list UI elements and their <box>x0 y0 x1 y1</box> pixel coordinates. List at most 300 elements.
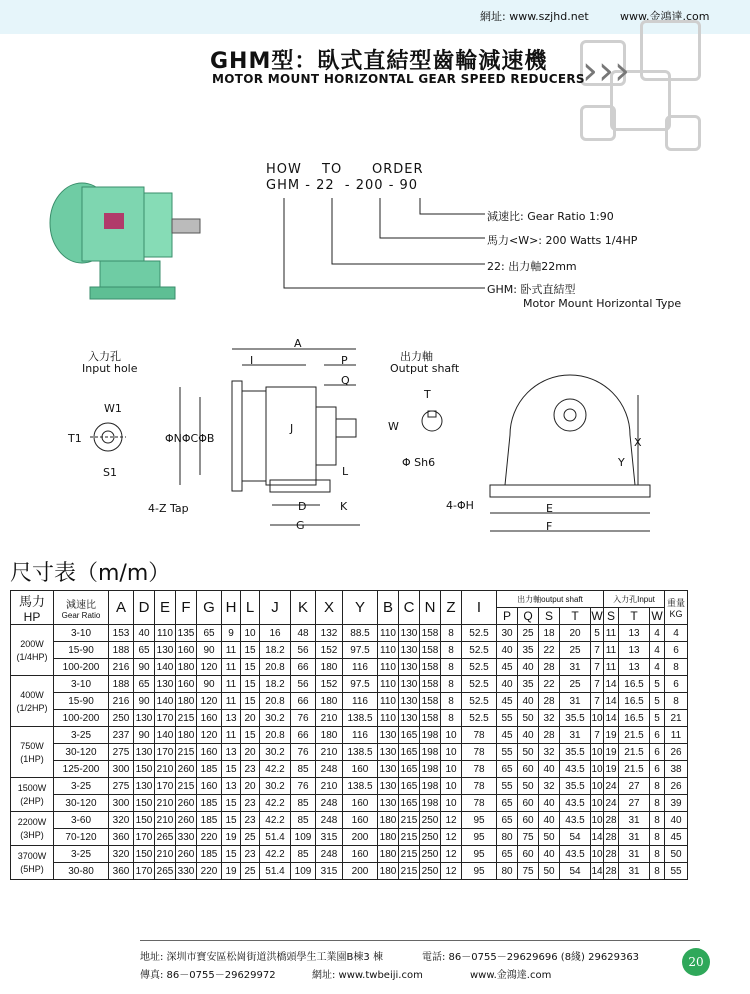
value-cell: 170 <box>155 710 176 727</box>
value-cell: 180 <box>378 863 399 880</box>
value-cell: 22 <box>539 642 560 659</box>
ratio-cell: 70-120 <box>54 829 109 846</box>
value-cell: 165 <box>399 744 420 761</box>
value-cell: 188 <box>109 642 134 659</box>
value-cell: 40 <box>134 625 155 642</box>
value-cell: 13 <box>222 778 241 795</box>
value-cell: 28 <box>604 829 619 846</box>
value-cell: 165 <box>399 727 420 744</box>
value-cell: 15 <box>241 727 260 744</box>
value-cell: 60 <box>518 812 539 829</box>
value-cell: 12 <box>441 829 462 846</box>
value-cell: 16.5 <box>619 676 650 693</box>
value-cell: 31 <box>619 846 650 863</box>
value-cell: 55 <box>497 710 518 727</box>
value-cell: 25 <box>518 625 539 642</box>
value-cell: 109 <box>291 829 316 846</box>
value-cell: 140 <box>155 727 176 744</box>
value-cell: 237 <box>109 727 134 744</box>
value-cell: 19 <box>604 727 619 744</box>
value-cell: 180 <box>378 846 399 863</box>
value-cell: 4 <box>665 625 688 642</box>
value-cell: 6 <box>665 676 688 693</box>
value-cell: 16.5 <box>619 693 650 710</box>
value-cell: 30.2 <box>260 778 291 795</box>
value-cell: 65 <box>497 795 518 812</box>
value-cell: 32 <box>539 744 560 761</box>
value-cell: 85 <box>291 812 316 829</box>
value-cell: 10 <box>441 795 462 812</box>
value-cell: 152 <box>316 676 343 693</box>
value-cell: 180 <box>378 812 399 829</box>
value-cell: 18 <box>539 625 560 642</box>
value-cell: 116 <box>343 727 378 744</box>
value-cell: 21.5 <box>619 744 650 761</box>
value-cell: 260 <box>176 795 197 812</box>
value-cell: 85 <box>291 761 316 778</box>
value-cell: 8 <box>650 812 665 829</box>
hp-cell: 400W (1/2HP) <box>11 676 54 727</box>
value-cell: 45 <box>665 829 688 846</box>
value-cell: 130 <box>399 710 420 727</box>
value-cell: 130 <box>378 778 399 795</box>
value-cell: 13 <box>619 642 650 659</box>
value-cell: 90 <box>197 676 222 693</box>
value-cell: 250 <box>420 863 441 880</box>
value-cell: 40 <box>518 693 539 710</box>
value-cell: 138.5 <box>343 710 378 727</box>
value-cell: 95 <box>462 846 497 863</box>
value-cell: 65 <box>497 846 518 863</box>
hp-cell: 750W (1HP) <box>11 727 54 778</box>
value-cell: 32 <box>539 710 560 727</box>
page-title: GHM型：臥式直結型齒輪減速機 <box>210 49 548 74</box>
label-s1: S1 <box>103 466 117 479</box>
value-cell: 5 <box>591 625 604 642</box>
value-cell: 65 <box>134 676 155 693</box>
value-cell: 330 <box>176 863 197 880</box>
value-cell: 26 <box>665 778 688 795</box>
value-cell: 97.5 <box>343 642 378 659</box>
value-cell: 8 <box>441 659 462 676</box>
value-cell: 158 <box>420 710 441 727</box>
value-cell: 11 <box>222 659 241 676</box>
value-cell: 185 <box>197 846 222 863</box>
value-cell: 7 <box>591 676 604 693</box>
value-cell: 51.4 <box>260 863 291 880</box>
value-cell: 165 <box>399 761 420 778</box>
value-cell: 10 <box>441 744 462 761</box>
value-cell: 360 <box>109 829 134 846</box>
value-cell: 11 <box>665 727 688 744</box>
value-cell: 153 <box>109 625 134 642</box>
value-cell: 320 <box>109 812 134 829</box>
value-cell: 42.2 <box>260 812 291 829</box>
value-cell: 42.2 <box>260 795 291 812</box>
table-row <box>11 744 688 761</box>
value-cell: 11 <box>222 642 241 659</box>
value-cell: 5 <box>650 693 665 710</box>
value-cell: 250 <box>109 710 134 727</box>
value-cell: 210 <box>155 846 176 863</box>
header-weight: 重量 KG <box>665 591 688 625</box>
deco-square <box>665 115 701 151</box>
value-cell: 130 <box>399 642 420 659</box>
value-cell: 130 <box>399 659 420 676</box>
input-hole-cn: 入力孔 <box>88 350 121 363</box>
label-k: K <box>340 500 348 513</box>
value-cell: 109 <box>291 863 316 880</box>
value-cell: 130 <box>399 693 420 710</box>
value-cell: 35.5 <box>560 744 591 761</box>
table-row <box>11 761 688 778</box>
page-subtitle: MOTOR MOUNT HORIZONTAL GEAR SPEED REDUCERS <box>212 72 585 86</box>
header-sub: S <box>539 608 560 625</box>
value-cell: 14 <box>604 676 619 693</box>
value-cell: 16 <box>260 625 291 642</box>
deco-square <box>580 105 616 141</box>
value-cell: 65 <box>497 761 518 778</box>
table-row <box>11 659 688 676</box>
value-cell: 30 <box>497 625 518 642</box>
value-cell: 158 <box>420 659 441 676</box>
value-cell: 215 <box>399 863 420 880</box>
value-cell: 75 <box>518 829 539 846</box>
value-cell: 180 <box>316 727 343 744</box>
value-cell: 140 <box>155 693 176 710</box>
value-cell: 52.5 <box>462 676 497 693</box>
value-cell: 10 <box>591 795 604 812</box>
table-title: 尺寸表（m/m） <box>10 561 171 586</box>
label-t: T <box>424 388 431 401</box>
website-2[interactable]: www.金鴻達.com <box>620 10 710 23</box>
value-cell: 8 <box>650 778 665 795</box>
value-cell: 8 <box>441 625 462 642</box>
value-cell: 15 <box>222 761 241 778</box>
value-cell: 43.5 <box>560 846 591 863</box>
table-row <box>11 829 688 846</box>
value-cell: 7 <box>591 642 604 659</box>
table-row <box>11 642 688 659</box>
value-cell: 78 <box>462 744 497 761</box>
header-col: X <box>316 591 343 625</box>
value-cell: 66 <box>291 659 316 676</box>
footer-web1[interactable]: 網址: www.twbeiji.com <box>312 970 423 981</box>
label-x: X <box>634 436 642 449</box>
value-cell: 60 <box>518 795 539 812</box>
header-sub: W <box>591 609 603 623</box>
header-col: J <box>260 591 291 625</box>
value-cell: 165 <box>399 778 420 795</box>
value-cell: 110 <box>378 676 399 693</box>
value-cell: 130 <box>155 676 176 693</box>
value-cell: 76 <box>291 710 316 727</box>
value-cell: 130 <box>134 778 155 795</box>
value-cell: 60 <box>518 761 539 778</box>
value-cell: 54 <box>560 863 591 880</box>
value-cell: 210 <box>155 795 176 812</box>
value-cell: 28 <box>604 846 619 863</box>
value-cell: 215 <box>399 812 420 829</box>
value-cell: 130 <box>399 625 420 642</box>
value-cell: 265 <box>155 863 176 880</box>
value-cell: 40 <box>497 676 518 693</box>
value-cell: 140 <box>155 659 176 676</box>
value-cell: 160 <box>343 761 378 778</box>
value-cell: 78 <box>462 795 497 812</box>
header-sub: S <box>604 608 619 625</box>
value-cell: 55 <box>497 778 518 795</box>
value-cell: 56 <box>291 676 316 693</box>
value-cell: 56 <box>291 642 316 659</box>
value-cell: 6 <box>650 727 665 744</box>
ratio-cell: 3-25 <box>54 846 109 863</box>
value-cell: 180 <box>378 829 399 846</box>
header-hp: 馬力 HP <box>11 591 54 625</box>
value-cell: 40 <box>539 812 560 829</box>
value-cell: 40 <box>518 727 539 744</box>
top-bar <box>0 0 750 34</box>
value-cell: 13 <box>619 659 650 676</box>
value-cell: 95 <box>462 829 497 846</box>
value-cell: 210 <box>316 778 343 795</box>
value-cell: 50 <box>539 863 560 880</box>
value-cell: 11 <box>604 642 619 659</box>
value-cell: 13 <box>222 710 241 727</box>
value-cell: 12 <box>441 812 462 829</box>
value-cell: 150 <box>134 795 155 812</box>
value-cell: 4 <box>650 659 665 676</box>
label-d: D <box>298 500 307 513</box>
header-col: K <box>291 591 316 625</box>
value-cell: 38 <box>665 761 688 778</box>
value-cell: 50 <box>518 744 539 761</box>
value-cell: 130 <box>134 744 155 761</box>
value-cell: 250 <box>420 846 441 863</box>
value-cell: 10 <box>441 727 462 744</box>
value-cell: 360 <box>109 863 134 880</box>
value-cell: 15 <box>222 812 241 829</box>
header-col: I <box>462 591 497 625</box>
table-row <box>11 795 688 812</box>
ratio-cell: 100-200 <box>54 710 109 727</box>
value-cell: 23 <box>241 846 260 863</box>
value-cell: 215 <box>399 846 420 863</box>
value-cell: 160 <box>343 846 378 863</box>
header-col: D <box>134 591 155 625</box>
value-cell: 150 <box>134 812 155 829</box>
value-cell: 160 <box>176 676 197 693</box>
value-cell: 97.5 <box>343 676 378 693</box>
value-cell: 8 <box>441 710 462 727</box>
value-cell: 15 <box>241 642 260 659</box>
value-cell: 27 <box>619 795 650 812</box>
value-cell: 48 <box>291 625 316 642</box>
value-cell: 20.8 <box>260 727 291 744</box>
order-lines <box>270 196 490 296</box>
value-cell: 20.8 <box>260 659 291 676</box>
value-cell: 210 <box>155 812 176 829</box>
value-cell: 110 <box>155 625 176 642</box>
value-cell: 248 <box>316 795 343 812</box>
header-col: B <box>378 591 399 625</box>
value-cell: 10 <box>241 625 260 642</box>
value-cell: 200 <box>343 829 378 846</box>
value-cell: 130 <box>378 744 399 761</box>
header-col: C <box>399 591 420 625</box>
value-cell: 8 <box>650 846 665 863</box>
value-cell: 180 <box>176 693 197 710</box>
value-cell: 116 <box>343 693 378 710</box>
value-cell: 10 <box>591 744 604 761</box>
value-cell: 39 <box>665 795 688 812</box>
value-cell: 40 <box>539 761 560 778</box>
value-cell: 170 <box>155 778 176 795</box>
value-cell: 40 <box>497 642 518 659</box>
value-cell: 16.5 <box>619 710 650 727</box>
value-cell: 14 <box>604 710 619 727</box>
value-cell: 19 <box>604 744 619 761</box>
value-cell: 10 <box>441 778 462 795</box>
value-cell: 19 <box>222 829 241 846</box>
value-cell: 85 <box>291 795 316 812</box>
value-cell: 23 <box>241 812 260 829</box>
value-cell: 35 <box>518 676 539 693</box>
value-cell: 130 <box>378 727 399 744</box>
value-cell: 13 <box>619 625 650 642</box>
footer-tel: 電話: 86－0755－29629696 (8綫) 29629363 <box>422 952 640 963</box>
header-sub: T <box>560 608 591 625</box>
value-cell: 52.5 <box>462 625 497 642</box>
value-cell: 220 <box>197 829 222 846</box>
value-cell: 180 <box>316 659 343 676</box>
value-cell: 185 <box>197 761 222 778</box>
value-cell: 198 <box>420 727 441 744</box>
table-row <box>11 625 688 642</box>
value-cell: 152 <box>316 642 343 659</box>
ratio-cell: 15-90 <box>54 642 109 659</box>
header-ratio: 減速比 Gear Ratio <box>54 591 109 625</box>
value-cell: 18.2 <box>260 642 291 659</box>
value-cell: 85 <box>291 846 316 863</box>
value-cell: 216 <box>109 659 134 676</box>
value-cell: 21.5 <box>619 727 650 744</box>
value-cell: 165 <box>399 795 420 812</box>
value-cell: 315 <box>316 863 343 880</box>
ratio-cell: 125-200 <box>54 761 109 778</box>
header-sub: T <box>619 608 650 625</box>
value-cell: 8 <box>441 642 462 659</box>
value-cell: 43.5 <box>560 795 591 812</box>
value-cell: 180 <box>176 659 197 676</box>
value-cell: 10 <box>591 778 604 795</box>
value-cell: 8 <box>441 693 462 710</box>
page-number: 20 <box>682 948 710 976</box>
value-cell: 76 <box>291 744 316 761</box>
value-cell: 21 <box>665 710 688 727</box>
value-cell: 31 <box>619 812 650 829</box>
value-cell: 8 <box>665 693 688 710</box>
value-cell: 130 <box>155 642 176 659</box>
value-cell: 28 <box>604 812 619 829</box>
value-cell: 76 <box>291 778 316 795</box>
order-head-order: ORDER <box>372 162 424 177</box>
value-cell: 12 <box>441 863 462 880</box>
value-cell: 15 <box>222 795 241 812</box>
value-cell: 10 <box>591 761 604 778</box>
value-cell: 120 <box>197 659 222 676</box>
ratio-cell: 30-120 <box>54 744 109 761</box>
order-power: 馬力<W>: 200 Watts 1/4HP <box>487 234 638 247</box>
value-cell: 10 <box>591 812 604 829</box>
value-cell: 23 <box>241 761 260 778</box>
value-cell: 180 <box>176 727 197 744</box>
table-row <box>11 710 688 727</box>
dimension-table <box>10 590 688 880</box>
value-cell: 248 <box>316 846 343 863</box>
hp-cell: 200W (1/4HP) <box>11 625 54 676</box>
value-cell: 248 <box>316 761 343 778</box>
value-cell: 275 <box>109 778 134 795</box>
value-cell: 300 <box>109 795 134 812</box>
value-cell: 31 <box>560 659 591 676</box>
value-cell: 14 <box>591 829 604 846</box>
output-shaft-en: Output shaft <box>390 362 460 375</box>
value-cell: 28 <box>539 659 560 676</box>
value-cell: 10 <box>591 846 604 863</box>
value-cell: 50 <box>518 710 539 727</box>
value-cell: 15 <box>241 693 260 710</box>
label-y: Y <box>618 456 625 469</box>
output-shaft-cn: 出力軸 <box>400 350 433 363</box>
value-cell: 200 <box>343 863 378 880</box>
value-cell: 20 <box>241 744 260 761</box>
value-cell: 170 <box>134 863 155 880</box>
value-cell: 35 <box>518 642 539 659</box>
value-cell: 260 <box>176 812 197 829</box>
value-cell: 120 <box>197 693 222 710</box>
value-cell: 40 <box>539 795 560 812</box>
value-cell: 40 <box>518 659 539 676</box>
value-cell: 120 <box>197 727 222 744</box>
value-cell: 20.8 <box>260 693 291 710</box>
footer-address: 地址: 深圳市寶安區松崗街道洪橋頭學生工業園B棟3 棟 <box>140 952 383 963</box>
value-cell: 88.5 <box>343 625 378 642</box>
value-cell: 8 <box>650 829 665 846</box>
footer-web2[interactable]: www.金鴻達.com <box>470 970 552 981</box>
value-cell: 10 <box>591 710 604 727</box>
value-cell: 40 <box>539 846 560 863</box>
header-col: Y <box>343 591 378 625</box>
value-cell: 132 <box>316 625 343 642</box>
value-cell: 11 <box>222 676 241 693</box>
value-cell: 210 <box>155 761 176 778</box>
order-head-how: HOW <box>266 162 302 177</box>
value-cell: 110 <box>378 659 399 676</box>
value-cell: 35.5 <box>560 778 591 795</box>
order-type-cn: GHM: 卧式直結型 <box>487 283 576 296</box>
value-cell: 158 <box>420 642 441 659</box>
value-cell: 8 <box>650 795 665 812</box>
value-cell: 7 <box>591 727 604 744</box>
website-1[interactable]: 網址: www.szjhd.net <box>480 10 589 23</box>
value-cell: 52.5 <box>462 659 497 676</box>
value-cell: 150 <box>134 846 155 863</box>
value-cell: 95 <box>462 812 497 829</box>
value-cell: 18.2 <box>260 676 291 693</box>
label-e: E <box>546 502 553 515</box>
order-type-en: Motor Mount Horizontal Type <box>523 297 682 310</box>
